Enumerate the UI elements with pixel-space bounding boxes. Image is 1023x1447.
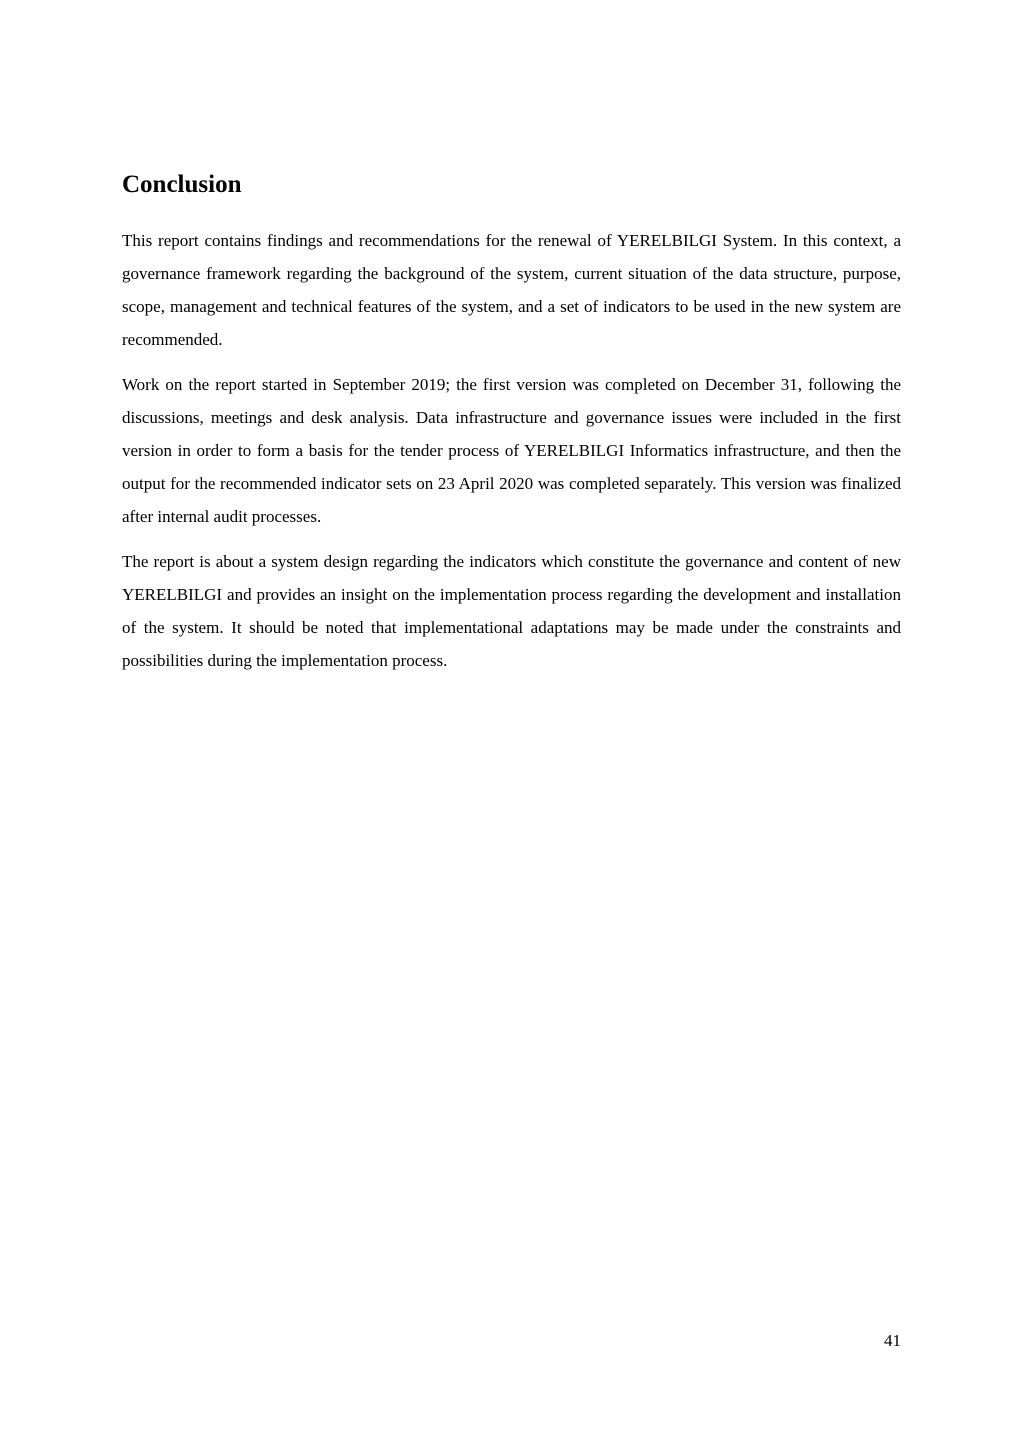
page-content: [122, 168, 901, 689]
paragraph-3: The report is about a system design regarding the indicators which constitute the governance and content of new YERELBILGI and provides an insight on the implementation process regarding the development and installation of the system. It should be noted that implementational adaptations may be made under the constraints and possibilities during the implementation process.: [122, 552, 901, 670]
paragraph-1: This report contains findings and recommendations for the renewal of YERELBILGI System. In this context, a governance framework regarding the background of the system, current situation of the data structure, purpose, scope, management and technical features of the system, and a set of indicators to be used in the new system are recommended.: [122, 231, 901, 349]
page-number: 41: [884, 1331, 901, 1350]
paragraph-2: Work on the report started in September 2019; the first version was completed on December 31, following the discussions, meetings and desk analysis. Data infrastructure and governance issues were included in the first version in order to form a basis for the tender process of YERELBILGI Informatics infrastructure, and then the output for the recommended indicator sets on 23 April 2020 was completed separately. This version was finalized after internal audit processes.: [122, 375, 901, 526]
section-heading: Conclusion: [122, 171, 242, 198]
